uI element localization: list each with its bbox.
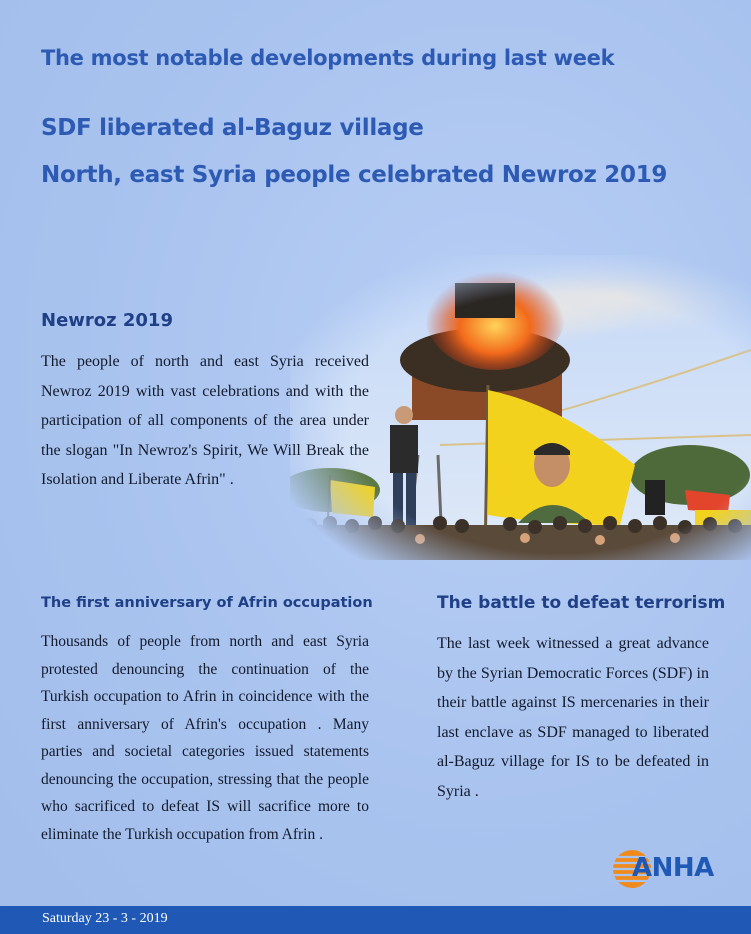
- logo-text: ANHA: [632, 853, 714, 883]
- section-title-afrin: The first anniversary of Afrin occupation: [41, 595, 373, 611]
- footer-date: Saturday 23 - 3 - 2019: [42, 911, 168, 926]
- section-body-newroz: The people of north and east Syria received Newroz 2019 with vast celebrations and with the participation of all components of the area under the slogan "In Newroz's Spirit, We Will Break the Isolation and Liberate Afrin" .: [41, 353, 369, 488]
- page-title: The most notable developments during last week: [41, 46, 615, 70]
- headline-baguz: SDF liberated al-Baguz village: [41, 115, 424, 141]
- section-body-afrin: Thousands of people from north and east Syria protested denouncing the continuation of the Turkish occupation to Afrin in coincidence with the first anniversary of Afrin's occupation . Many parties and societal categories issued statements denouncing the occupation, stressing that the people who sacrificed to defeat IS will sacrifice more to eliminate the Turkish occupation from Afrin .: [41, 633, 369, 843]
- anha-logo: [612, 848, 717, 890]
- section-title-newroz: Newroz 2019: [41, 310, 173, 331]
- section-body-battle: The last week witnessed a great advance by the Syrian Democratic Forces (SDF) in their battle against IS mercenaries in their last enclave as SDF managed to liberated al-Baguz village for IS to be defeated in Syria .: [437, 635, 709, 800]
- headline-newroz: North, east Syria people celebrated Newroz 2019: [41, 162, 668, 188]
- section-title-battle: The battle to defeat terrorism: [437, 593, 726, 613]
- footer-bar: [0, 906, 751, 934]
